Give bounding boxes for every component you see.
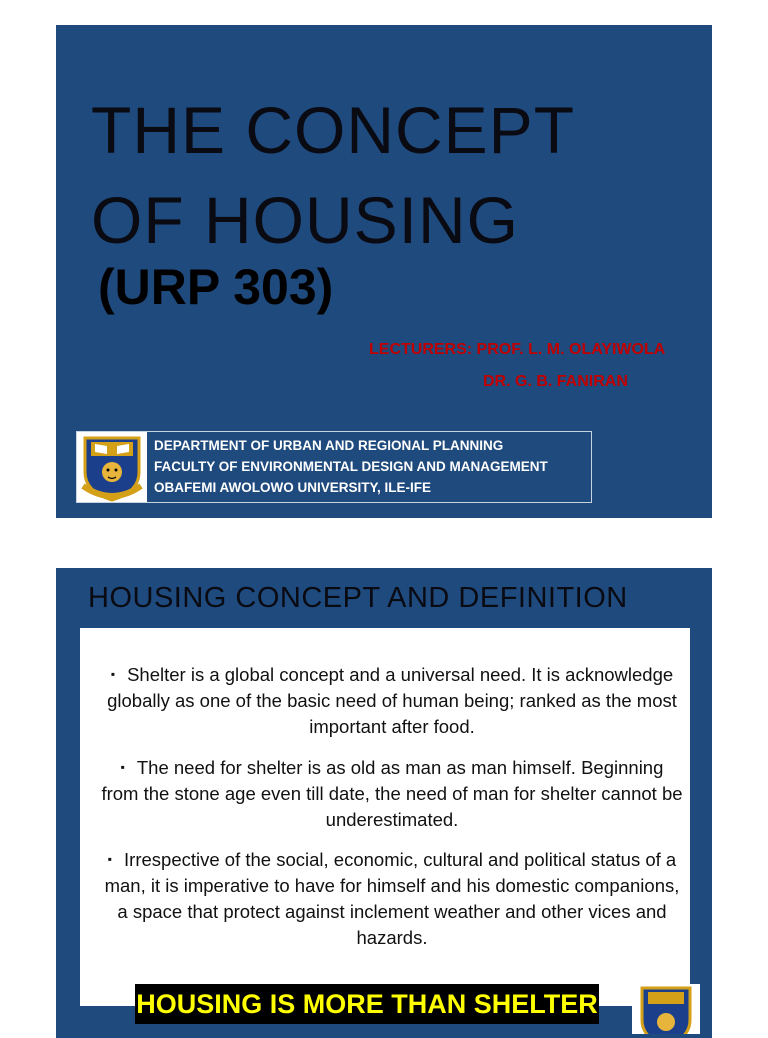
bullet-text: The need for shelter is as old as man as man himself. Beginning from the stone age even till date, the need of man for shelter cannot be underestimated. <box>101 757 683 830</box>
bullet-square-icon: ▪ <box>120 760 125 774</box>
slide-heading: HOUSING CONCEPT AND DEFINITION <box>88 582 628 614</box>
bullet-text: Irrespective of the social, economic, cultural and political status of a man, it is imperative to have for himself and his domestic companions, a space that protect against inclement weather and other vices and hazards. <box>104 849 680 948</box>
bullet-point <box>100 661 684 740</box>
bullet-square-icon: ▪ <box>110 667 116 681</box>
slide-title-line-1: THE CONCEPT <box>91 93 576 167</box>
title-slide <box>56 25 712 518</box>
faculty-name: FACULTY OF ENVIRONMENTAL DESIGN AND MANAGEMENT <box>154 459 548 474</box>
highlight-banner: HOUSING IS MORE THAN SHELTER <box>135 984 599 1024</box>
lecturers-line-1: LECTURERS: PROF. L. M. OLAYIWOLA <box>369 341 666 358</box>
content-box <box>80 628 690 1006</box>
department-name: DEPARTMENT OF URBAN AND REGIONAL PLANNING <box>154 438 504 453</box>
bullet-point <box>100 846 684 951</box>
bullet-square-icon: ▪ <box>107 852 113 866</box>
university-name: OBAFEMI AWOLOWO UNIVERSITY, ILE-IFE <box>154 480 432 495</box>
university-crest-small-icon <box>632 984 700 1034</box>
definition-slide <box>56 568 712 1038</box>
lecturers-line-2: DR. G. B. FANIRAN <box>483 373 628 390</box>
department-text <box>154 435 548 498</box>
bullet-point <box>100 754 684 833</box>
department-info-box <box>76 431 592 503</box>
slide-title-line-2: OF HOUSING <box>91 183 520 257</box>
bullet-text: Shelter is a global concept and a universal need. It is acknowledge globally as one of the basic need of human being; ranked as the most important after food. <box>107 664 677 737</box>
university-crest-icon <box>77 432 147 502</box>
course-code: (URP 303) <box>98 259 334 315</box>
